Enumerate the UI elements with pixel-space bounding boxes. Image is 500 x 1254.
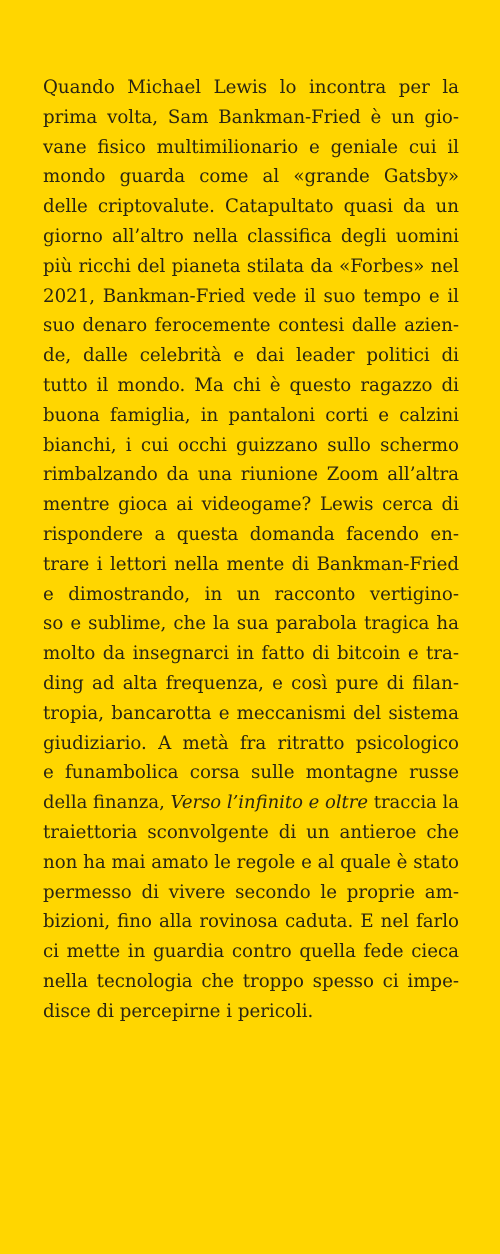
- blurb-line-tail: traccia la: [368, 792, 460, 814]
- blurb-line: so e sublime, che la sua parabola tragica ha: [43, 613, 459, 635]
- blurb-line-with-title: [43, 788, 459, 818]
- blurb-line: prima volta, Sam Bankman-Fried è un gio-: [43, 106, 459, 128]
- blurb-line: rimbalzando da una riunione Zoom all’altra: [43, 464, 459, 486]
- blurb-line: nella tecnologia che troppo spesso ci impe-: [43, 970, 459, 992]
- blurb-line: buona famiglia, in pantaloni corti e calzini: [43, 404, 459, 426]
- blurb-line: molto da insegnarci in fatto di bitcoin e tra-: [43, 643, 459, 665]
- blurb-line: mondo guarda come al «grande Gatsby»: [43, 166, 459, 188]
- blurb-line: vane fisico multimilionario e geniale cui il: [43, 136, 459, 158]
- blurb-line: giorno all’altro nella classifica degli uomini: [43, 225, 459, 247]
- blurb-line: 2021, Bankman-Fried vede il suo tempo e il: [43, 285, 459, 307]
- blurb-line: e funambolica corsa sulle montagne russe: [43, 762, 459, 784]
- blurb-line: giudiziario. A metà fra ritratto psicologico: [43, 732, 459, 754]
- blurb-line: tutto il mondo. Ma chi è questo ragazzo di: [43, 374, 459, 396]
- blurb-line: de, dalle celebrità e dai leader politici di: [43, 345, 459, 367]
- blurb-line: ci mette in guardia contro quella fede cieca: [43, 941, 459, 963]
- blurb-line: permesso di vivere secondo le proprie am-: [43, 881, 459, 903]
- blurb-line: tropia, bancarotta e meccanismi del sistema: [43, 702, 459, 724]
- blurb-line: Quando Michael Lewis lo incontra per la: [43, 77, 459, 98]
- blurb-line: traiettoria sconvolgente di un antieroe che: [43, 821, 459, 843]
- blurb-line-lead: della finanza,: [43, 792, 165, 814]
- book-blurb: [43, 73, 459, 1027]
- blurb-line: bizioni, fino alla rovinosa caduta. E nel farlo: [43, 911, 459, 933]
- blurb-line: rispondere a questa domanda facendo en-: [43, 523, 459, 545]
- blurb-line: trare i lettori nella mente di Bankman-Fried: [43, 553, 459, 575]
- book-title-italic: Verso l’infinito e oltre: [170, 792, 369, 814]
- blurb-line: mentre gioca ai videogame? Lewis cerca di: [43, 494, 459, 516]
- blurb-line: non ha mai amato le regole e al quale è stato: [43, 851, 459, 873]
- blurb-line: ding ad alta frequenza, e così pure di filan-: [43, 672, 459, 694]
- blurb-line: bianchi, i cui occhi guizzano sullo schermo: [43, 434, 459, 456]
- blurb-line: più ricchi del pianeta stilata da «Forbes» nel: [43, 255, 459, 277]
- blurb-line-last: disce di percepirne i pericoli.: [43, 1000, 314, 1022]
- blurb-line: delle criptovalute. Catapultato quasi da un: [43, 196, 459, 218]
- blurb-line: e dimostrando, in un racconto vertigino-: [43, 583, 459, 605]
- blurb-line: suo denaro ferocemente contesi dalle azien-: [43, 315, 459, 337]
